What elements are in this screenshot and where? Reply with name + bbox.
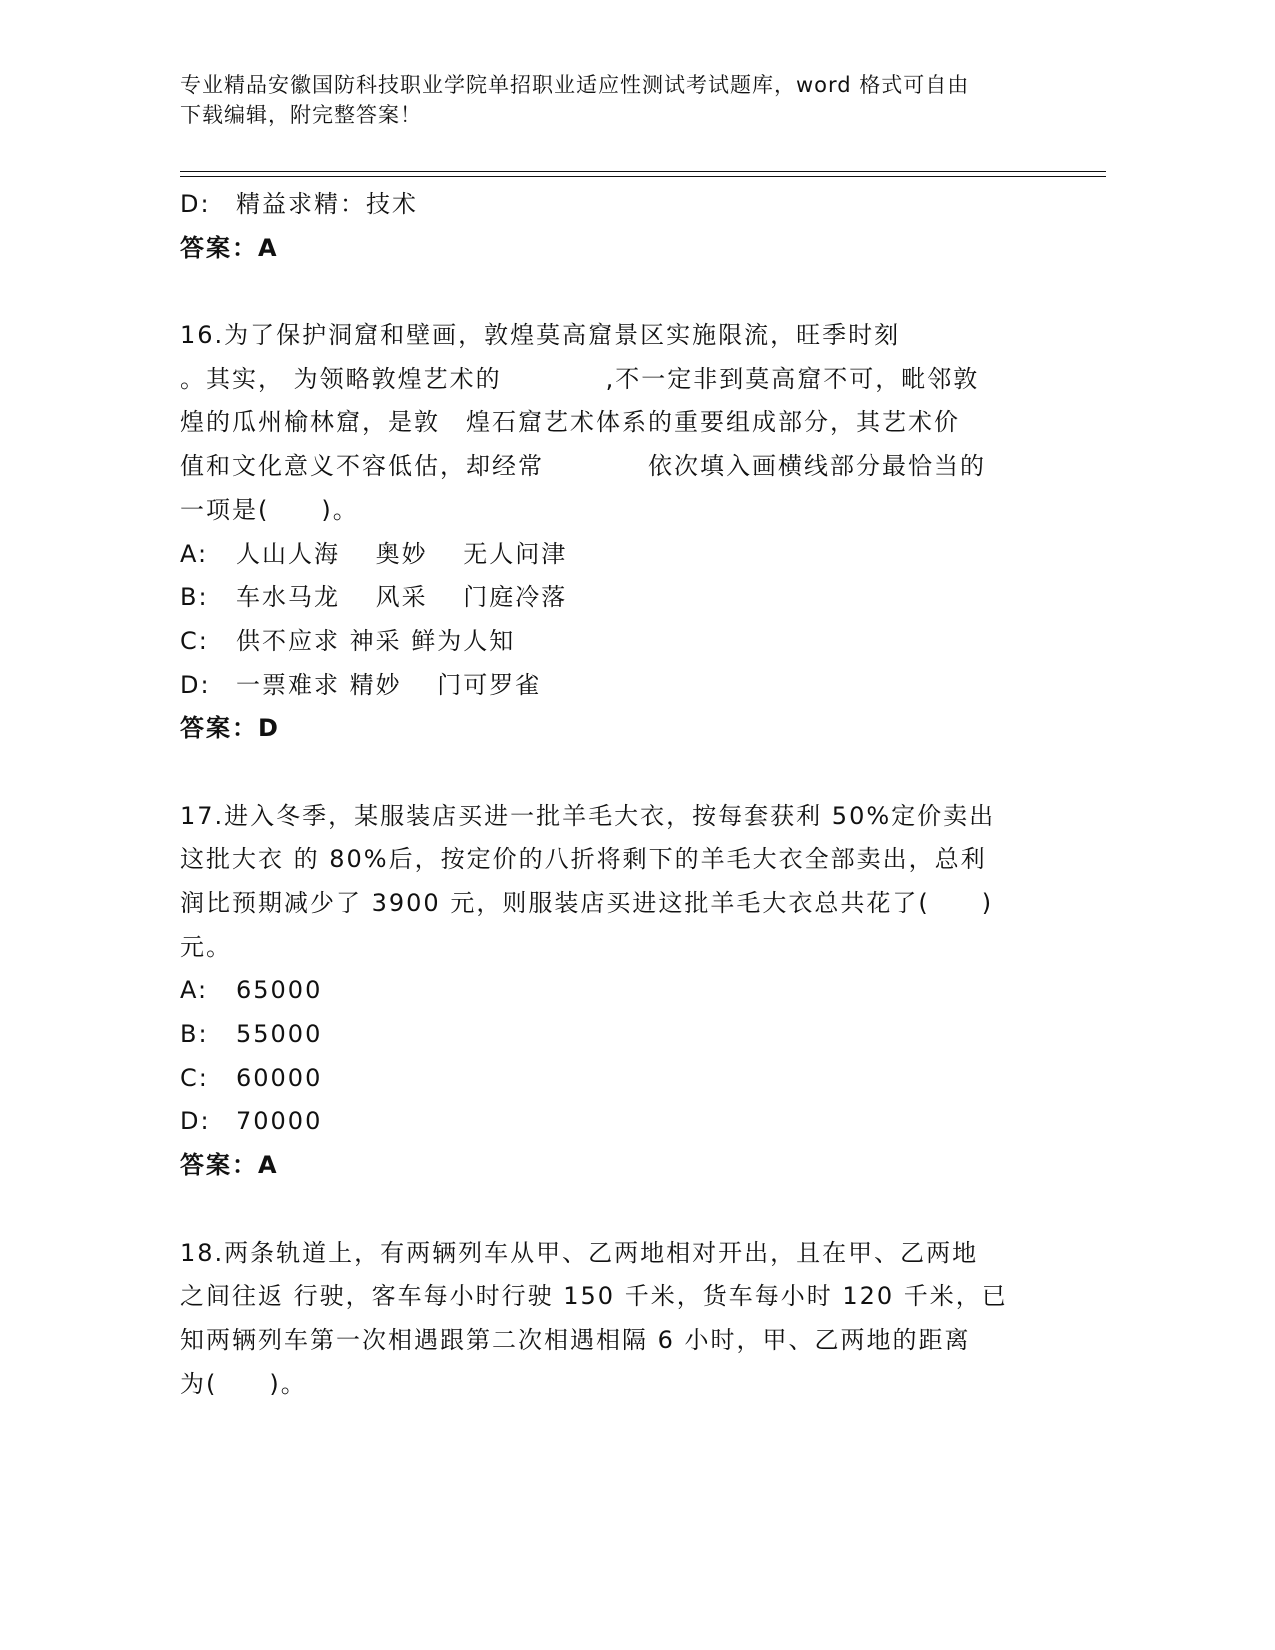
header-line-1: 专业精品安徽国防科技职业学院单招职业适应性测试考试题库，word 格式可自由 bbox=[180, 73, 970, 97]
question-16-line: 值和文化意义不容低估，却经常 依次填入画横线部分最恰当的 bbox=[180, 452, 986, 481]
option-letter: C: bbox=[180, 1063, 209, 1092]
option-text: 65000 bbox=[236, 976, 323, 1005]
spacer bbox=[180, 1188, 1060, 1232]
prev-option-d bbox=[180, 183, 1060, 227]
option-text: 人山人海 奥妙 无人问津 bbox=[236, 539, 568, 568]
option-text: 55000 bbox=[236, 1020, 323, 1049]
prev-answer: 答案：A bbox=[180, 233, 279, 262]
question-17-option-d bbox=[180, 1100, 1060, 1144]
option-letter: C: bbox=[180, 626, 209, 655]
question-17-option-c bbox=[180, 1057, 1060, 1101]
question-17-option-b bbox=[180, 1013, 1060, 1057]
header-divider-top bbox=[180, 171, 1106, 172]
question-17-line: 润比预期减少了 3900 元，则服装店买进这批羊毛大衣总共花了( ) bbox=[180, 889, 994, 917]
spacer bbox=[180, 751, 1060, 795]
option-letter: D: bbox=[180, 190, 211, 218]
question-18-line: 之间往返 行驶，客车每小时行驶 150 千米，货车每小时 120 千米，已 bbox=[180, 1282, 1008, 1311]
question-17-answer: 答案：A bbox=[180, 1151, 279, 1180]
question-18-line: 18.两条轨道上，有两辆列车从甲、乙两地相对开出，且在甲、乙两地 bbox=[180, 1238, 979, 1267]
option-text: 一票难求 精妙 门可罗雀 bbox=[236, 670, 542, 699]
option-letter: A: bbox=[180, 976, 209, 1005]
header-divider-bottom bbox=[180, 176, 1106, 177]
spacer bbox=[180, 270, 1060, 314]
question-16-line: 一项是( )。 bbox=[180, 495, 359, 524]
option-letter: D: bbox=[180, 670, 211, 699]
question-16-line: 煌的瓜州榆林窟，是敦 煌石窟艺术体系的重要组成部分，其艺术价 bbox=[180, 408, 960, 437]
question-16-option-d bbox=[180, 664, 1060, 708]
question-16 bbox=[180, 314, 1060, 751]
question-18-line: 为( )。 bbox=[180, 1369, 307, 1398]
question-18 bbox=[180, 1232, 1060, 1407]
question-16-option-a bbox=[180, 533, 1060, 577]
document-header bbox=[180, 70, 1060, 130]
question-17 bbox=[180, 795, 1060, 1188]
option-text: 精益求精：技术 bbox=[236, 190, 418, 218]
option-letter: A: bbox=[180, 539, 209, 568]
question-17-line: 这批大衣 的 80%后，按定价的八折将剩下的羊毛大衣全部卖出，总利 bbox=[180, 845, 987, 874]
option-text: 70000 bbox=[236, 1107, 323, 1136]
question-17-line: 17.进入冬季，某服装店买进一批羊毛大衣，按每套获利 50%定价卖出 bbox=[180, 801, 996, 830]
question-16-line: 。其实， 为领略敦煌艺术的 ,不一定非到莫高窟不可，毗邻敦 bbox=[180, 364, 980, 393]
header-line-2: 下载编辑，附完整答案！ bbox=[180, 103, 422, 127]
option-letter: D: bbox=[180, 1107, 211, 1136]
question-16-option-b bbox=[180, 576, 1060, 620]
question-content bbox=[180, 183, 1060, 1406]
option-text: 60000 bbox=[236, 1063, 323, 1092]
question-16-option-c bbox=[180, 620, 1060, 664]
option-text: 供不应求 神采 鲜为人知 bbox=[236, 626, 516, 655]
question-16-answer: 答案：D bbox=[180, 714, 280, 743]
option-text: 车水马龙 风采 门庭冷落 bbox=[236, 583, 568, 612]
question-17-option-a bbox=[180, 969, 1060, 1013]
option-letter: B: bbox=[180, 583, 209, 612]
question-18-line: 知两辆列车第一次相遇跟第二次相遇相隔 6 小时，甲、乙两地的距离 bbox=[180, 1325, 971, 1354]
question-17-line: 元。 bbox=[180, 932, 232, 961]
question-16-line: 16.为了保护洞窟和壁画，敦煌莫高窟景区实施限流，旺季时刻 bbox=[180, 321, 901, 350]
option-letter: B: bbox=[180, 1020, 209, 1049]
